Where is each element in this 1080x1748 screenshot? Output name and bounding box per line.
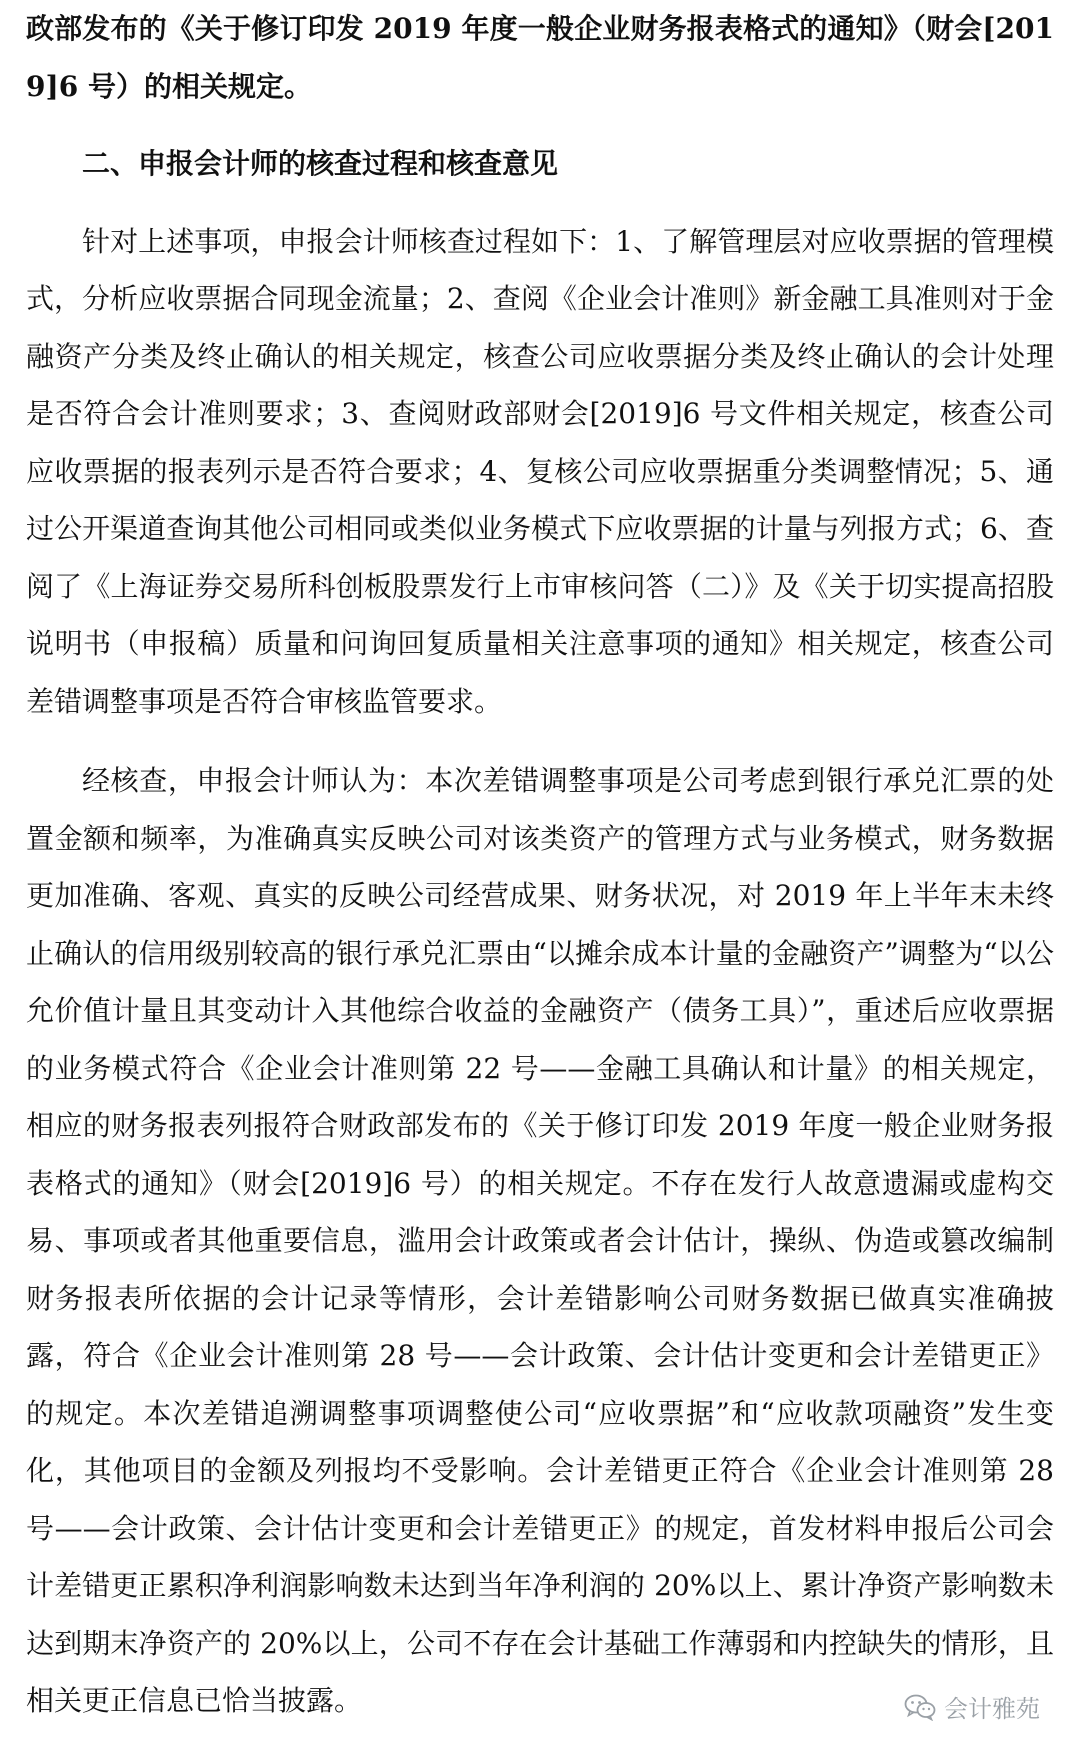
paragraph-verification-opinion: 经核查，申报会计师认为：本次差错调整事项是公司考虑到银行承兑汇票的处置金额和频率，为准确真实反映公司对该类资产的管理方式与业务模式，财务数据更加准确、客观、真实的反映公司经营成果、财务状况，对 2019 年上半年末未终止确认的信用级别较高的银行承兑汇票由“以摊余成本计量的金融资产”调整为“以公允价值计量且其变动计入其他综合收益的金融资产（债务工具）”，重述后应收票据的业务模式符合《企业会计准则第 22 号——金融工具确认和计量》的相关规定，相应的财务报表列报符合财政部发布的《关于修订印发 2019 年度一般企业财务报表格式的通知》（财会[2019]6 号）的相关规定。不存在发行人故意遗漏或虚构交易、事项或者其他重要信息，滥用会计政策或者会计估计，操纵、伪造或篡改编制财务报表所依据的会计记录等情形，会计差错影响公司财务数据已做真实准确披露，符合《企业会计准则第 28 号——会计政策、会计估计变更和会计差错更正》的规定。本次差错追溯调整事项调整使公司“应收票据”和“应收款项融资”发生变化，其他项目的金额及列报均不受影响。会计差错更正符合《企业会计准则第 28 号——会计政策、会计估计变更和会计差错更正》的规定，首发材料申报后公司会计差错更正累积净利润影响数未达到当年净利润的 20%以上、累计净资产影响数未达到期末净资产的 20%以上，公司不存在会计基础工作薄弱和内控缺失的情形，且相关更正信息已恰当披露。 [26,764,1054,1717]
paragraph-verification-process: 针对上述事项，申报会计师核查过程如下：1、了解管理层对应收票据的管理模式，分析应收票据合同现金流量；2、查阅《企业会计准则》新金融工具准则对于金融资产分类及终止确认的相关规定，核查公司应收票据分类及终止确认的会计处理是否符合会计准则要求；3、查阅财政部财会[2019]6 号文件相关规定，核查公司应收票据的报表列示是否符合要求；4、复核公司应收票据重分类调整情况；5、通过公开渠道查询其他公司相同或类似业务模式下应收票据的计量与列报方式；6、查阅了《上海证券交易所科创板股票发行上市审核问答（二）》及《关于切实提高招股说明书（申报稿）质量和问询回复质量相关注意事项的通知》相关规定，核查公司差错调整事项是否符合审核监管要求。 [26,224,1054,718]
watermark-label: 会计雅苑 [944,1695,1040,1723]
document-page [26,0,1054,1730]
wechat-icon [904,1693,936,1721]
paragraph-continuation: 政部发布的《关于修订印发 2019 年度一般企业财务报表格式的通知》（财会[2019]6 号）的相关规定。 [26,12,1054,103]
watermark [898,1687,1046,1726]
section-heading: 二、申报会计师的核查过程和核查意见 [82,147,559,180]
